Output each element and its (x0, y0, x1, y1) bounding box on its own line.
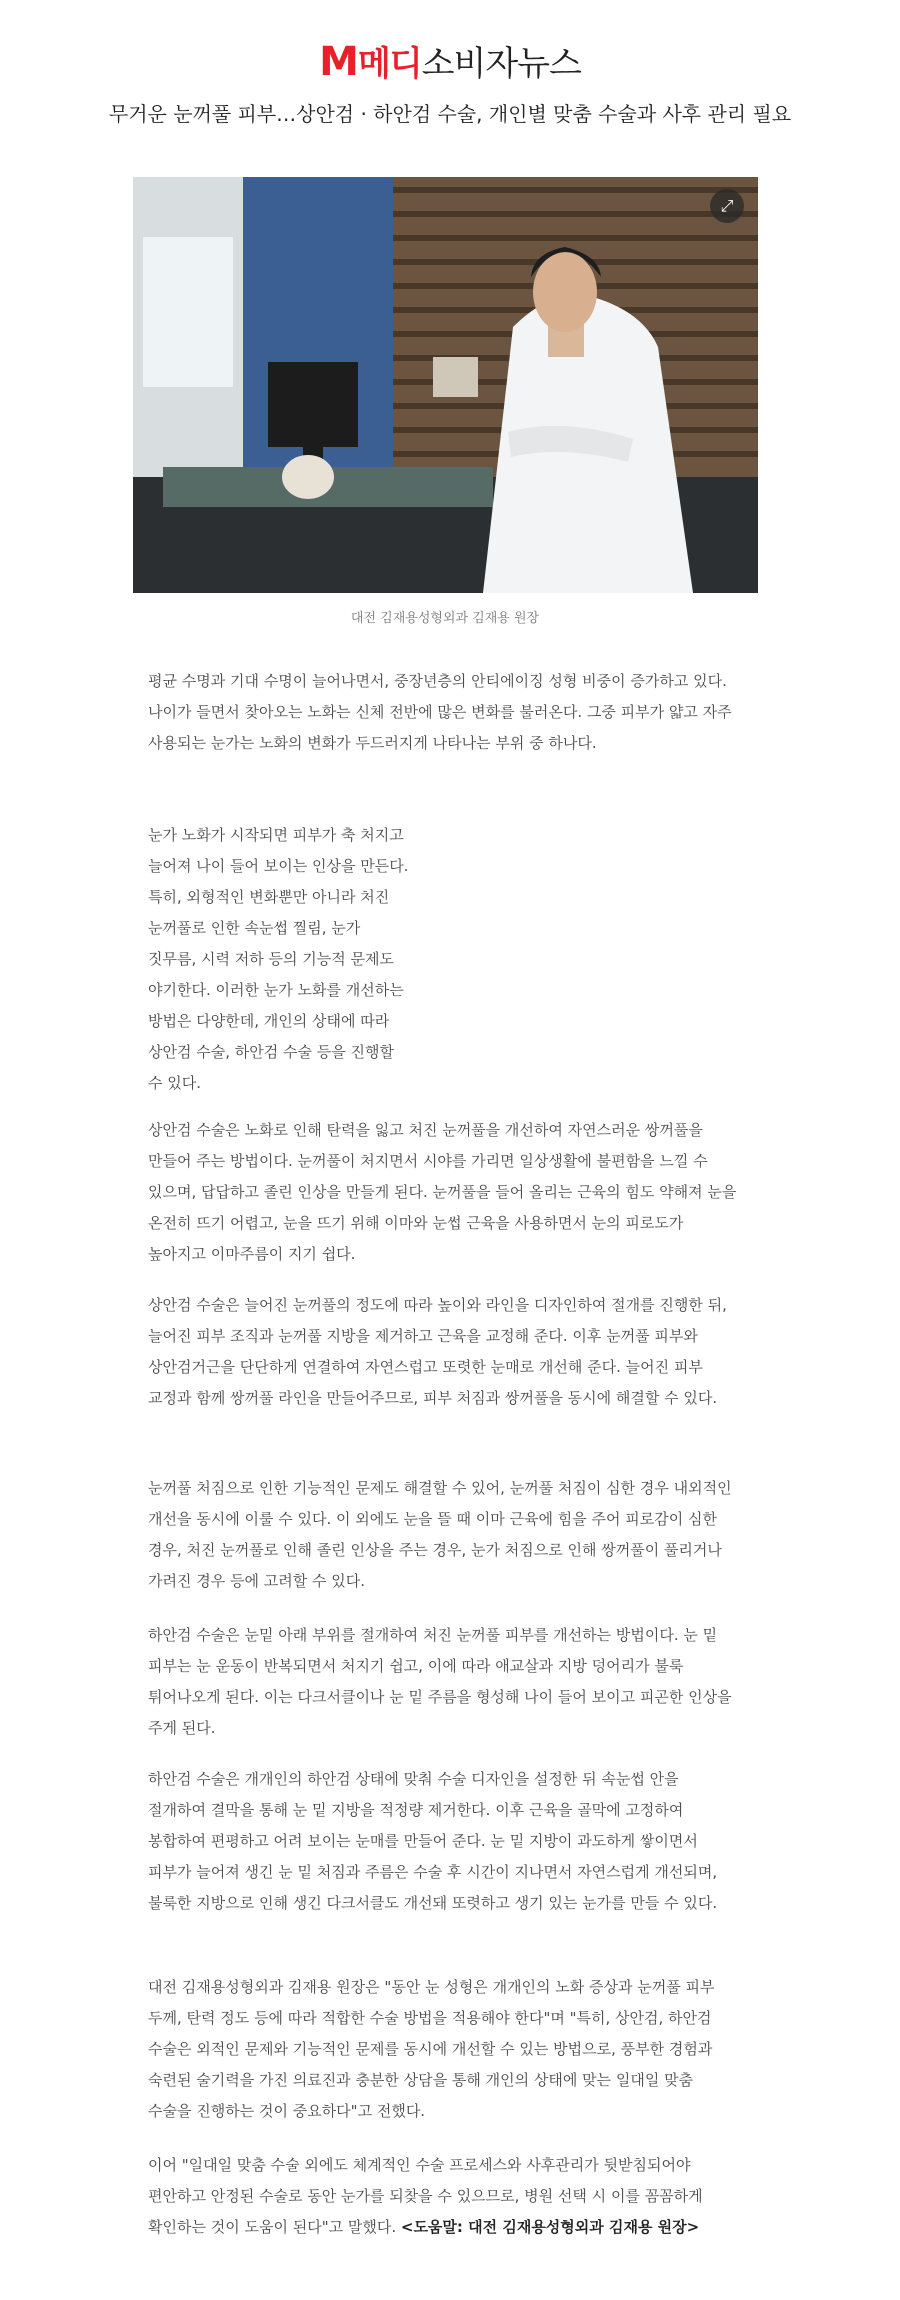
logo-name: 소비자뉴스 (421, 44, 581, 84)
paragraph-3: 상안검 수술은 노화로 인해 탄력을 잃고 처진 눈꺼풀을 개선하여 자연스러운 쌍꺼풀을 만들어 주는 방법이다. 눈꺼풀이 처지면서 시야를 가리면 일상생활에 불편함을 느낄 수 있으며, 답답하고 졸린 인상을 만들게 된다. 눈꺼풀을 들어 올리는 근육의 힘도 약해져 눈을 온전히 뜨기 어렵고, 눈을 뜨기 위해 이마와 눈썹 근육을 사용하면서 눈의 피로도가 높아지고 이마주름이 지기 쉽다. (148, 1121, 737, 1263)
paragraph-5: 눈꺼풀 처짐으로 인한 기능적인 문제도 해결할 수 있어, 눈꺼풀 처짐이 심한 경우 내외적인 개선을 동시에 이룰 수 있다. 이 외에도 눈을 뜰 때 이마 근육에 힘을 주어 피로감이 심한 경우, 처진 눈꺼풀로 인해 졸린 인상을 주는 경우, 눈가 처짐으로 인해 쌍꺼풀이 풀리거나 가려진 경우 등에 고려할 수 있다. (148, 1479, 732, 1590)
paragraph-7: 하안검 수술은 개개인의 하안검 상태에 맞춰 수술 디자인을 설정한 뒤 속눈썹 안을 절개하여 결막을 통해 눈 밑 지방을 적정량 제거한다. 이후 근육을 골막에 고정하여 봉합하여 편평하고 어려 보이는 눈매를 만들어 준다. 눈 밑 지방이 과도하게 쌓이면서 피부가 늘어져 생긴 눈 밑 처짐과 주름은 수술 후 시간이 지나면서 자연스럽게 개선되며, 불룩한 지방으로 인해 생긴 다크서클도 개선돼 또렷하고 생기 있는 눈가를 만들 수 있다. (148, 1770, 718, 1912)
credit-note: <도움말: 대전 김재용성형외과 김재용 원장> (400, 2218, 700, 2236)
logo-medi: 메디 (357, 44, 422, 84)
photo-caption: 대전 김재용성형외과 김재용 원장 (350, 611, 540, 626)
paragraph-4: 상안검 수술은 늘어진 눈꺼풀의 정도에 따라 높이와 라인을 디자인하여 절개를 진행한 뒤, 늘어진 피부 조직과 눈꺼풀 지방을 제거하고 근육을 교정해 준다. 이후 눈꺼풀 피부와 상안검거근을 단단하게 연결하여 자연스럽고 또렷한 눈매로 개선해 준다. 늘어진 피부 교정과 함께 쌍꺼풀 라인을 만들어주므로, 피부 처짐과 쌍꺼풀을 동시에 해결할 수 있다. (148, 1296, 727, 1407)
photo-illustration (133, 177, 758, 593)
expand-icon[interactable]: ⤢ (710, 189, 744, 223)
paragraph-9-text: 이어 "일대일 맞춤 수술 외에도 체계적인 수술 프로세스와 사후관리가 뒷받침되어야 편안하고 안정된 수술로 동안 눈가를 되찾을 수 있으므로, 병원 선택 시 이를 꼼꼼하게 확인하는 것이 도움이 된다"고 말했다. (148, 2156, 703, 2236)
paragraph-9 (148, 2150, 738, 2243)
paragraph-2: 눈가 노화가 시작되면 피부가 축 처지고 늘어져 나이 들어 보이는 인상을 만든다. 특히, 외형적인 변화뿐만 아니라 처진 눈꺼풀로 인한 속눈썹 찔림, 눈가 짓무름, 시력 저하 등의 기능적 문제도 야기한다. 이러한 눈가 노화를 개선하는 방법은 다양한데, 개인의 상태에 따라 상안검 수술, 하안검 수술 등을 진행할 수 있다. (148, 826, 409, 1092)
paragraph-6: 하안검 수술은 눈밑 아래 부위를 절개하여 처진 눈꺼풀 피부를 개선하는 방법이다. 눈 밑 피부는 눈 운동이 반복되면서 처지기 쉽고, 이에 따라 애교살과 지방 덩어리가 불룩 튀어나오게 된다. 이는 다크서클이나 눈 밑 주름을 형성해 나이 들어 보이고 피곤한 인상을 주게 된다. (148, 1626, 732, 1737)
paragraph-1: 평균 수명과 기대 수명이 늘어나면서, 중장년층의 안티에이징 성형 비중이 증가하고 있다. 나이가 들면서 찾아오는 노화는 신체 전반에 많은 변화를 불러온다. 그중 피부가 얇고 자주 사용되는 눈가는 노화의 변화가 두드러지게 나타나는 부위 중 하나다. (148, 672, 732, 752)
article-photo[interactable] (133, 177, 758, 593)
paragraph-8: 대전 김재용성형외과 김재용 원장은 "동안 눈 성형은 개개인의 노화 증상과 눈꺼풀 피부 두께, 탄력 정도 등에 따라 적합한 수술 방법을 적용해야 한다"며 "특히, 상안검, 하안검 수술은 외적인 문제와 기능적인 문제를 동시에 개선할 수 있는 방법으로, 풍부한 경험과 숙련된 술기력을 가진 의료진과 충분한 상담을 통해 개인의 상태에 맞는 일대일 맞춤 수술을 진행하는 것이 중요하다"고 전했다. (148, 1978, 715, 2120)
article-headline: 무거운 눈꺼풀 피부…상안검 · 하안검 수술, 개인별 맞춤 수술과 사후 관리 필요 (108, 102, 792, 126)
logo-m: M (319, 39, 358, 85)
site-logo[interactable] (0, 39, 900, 85)
